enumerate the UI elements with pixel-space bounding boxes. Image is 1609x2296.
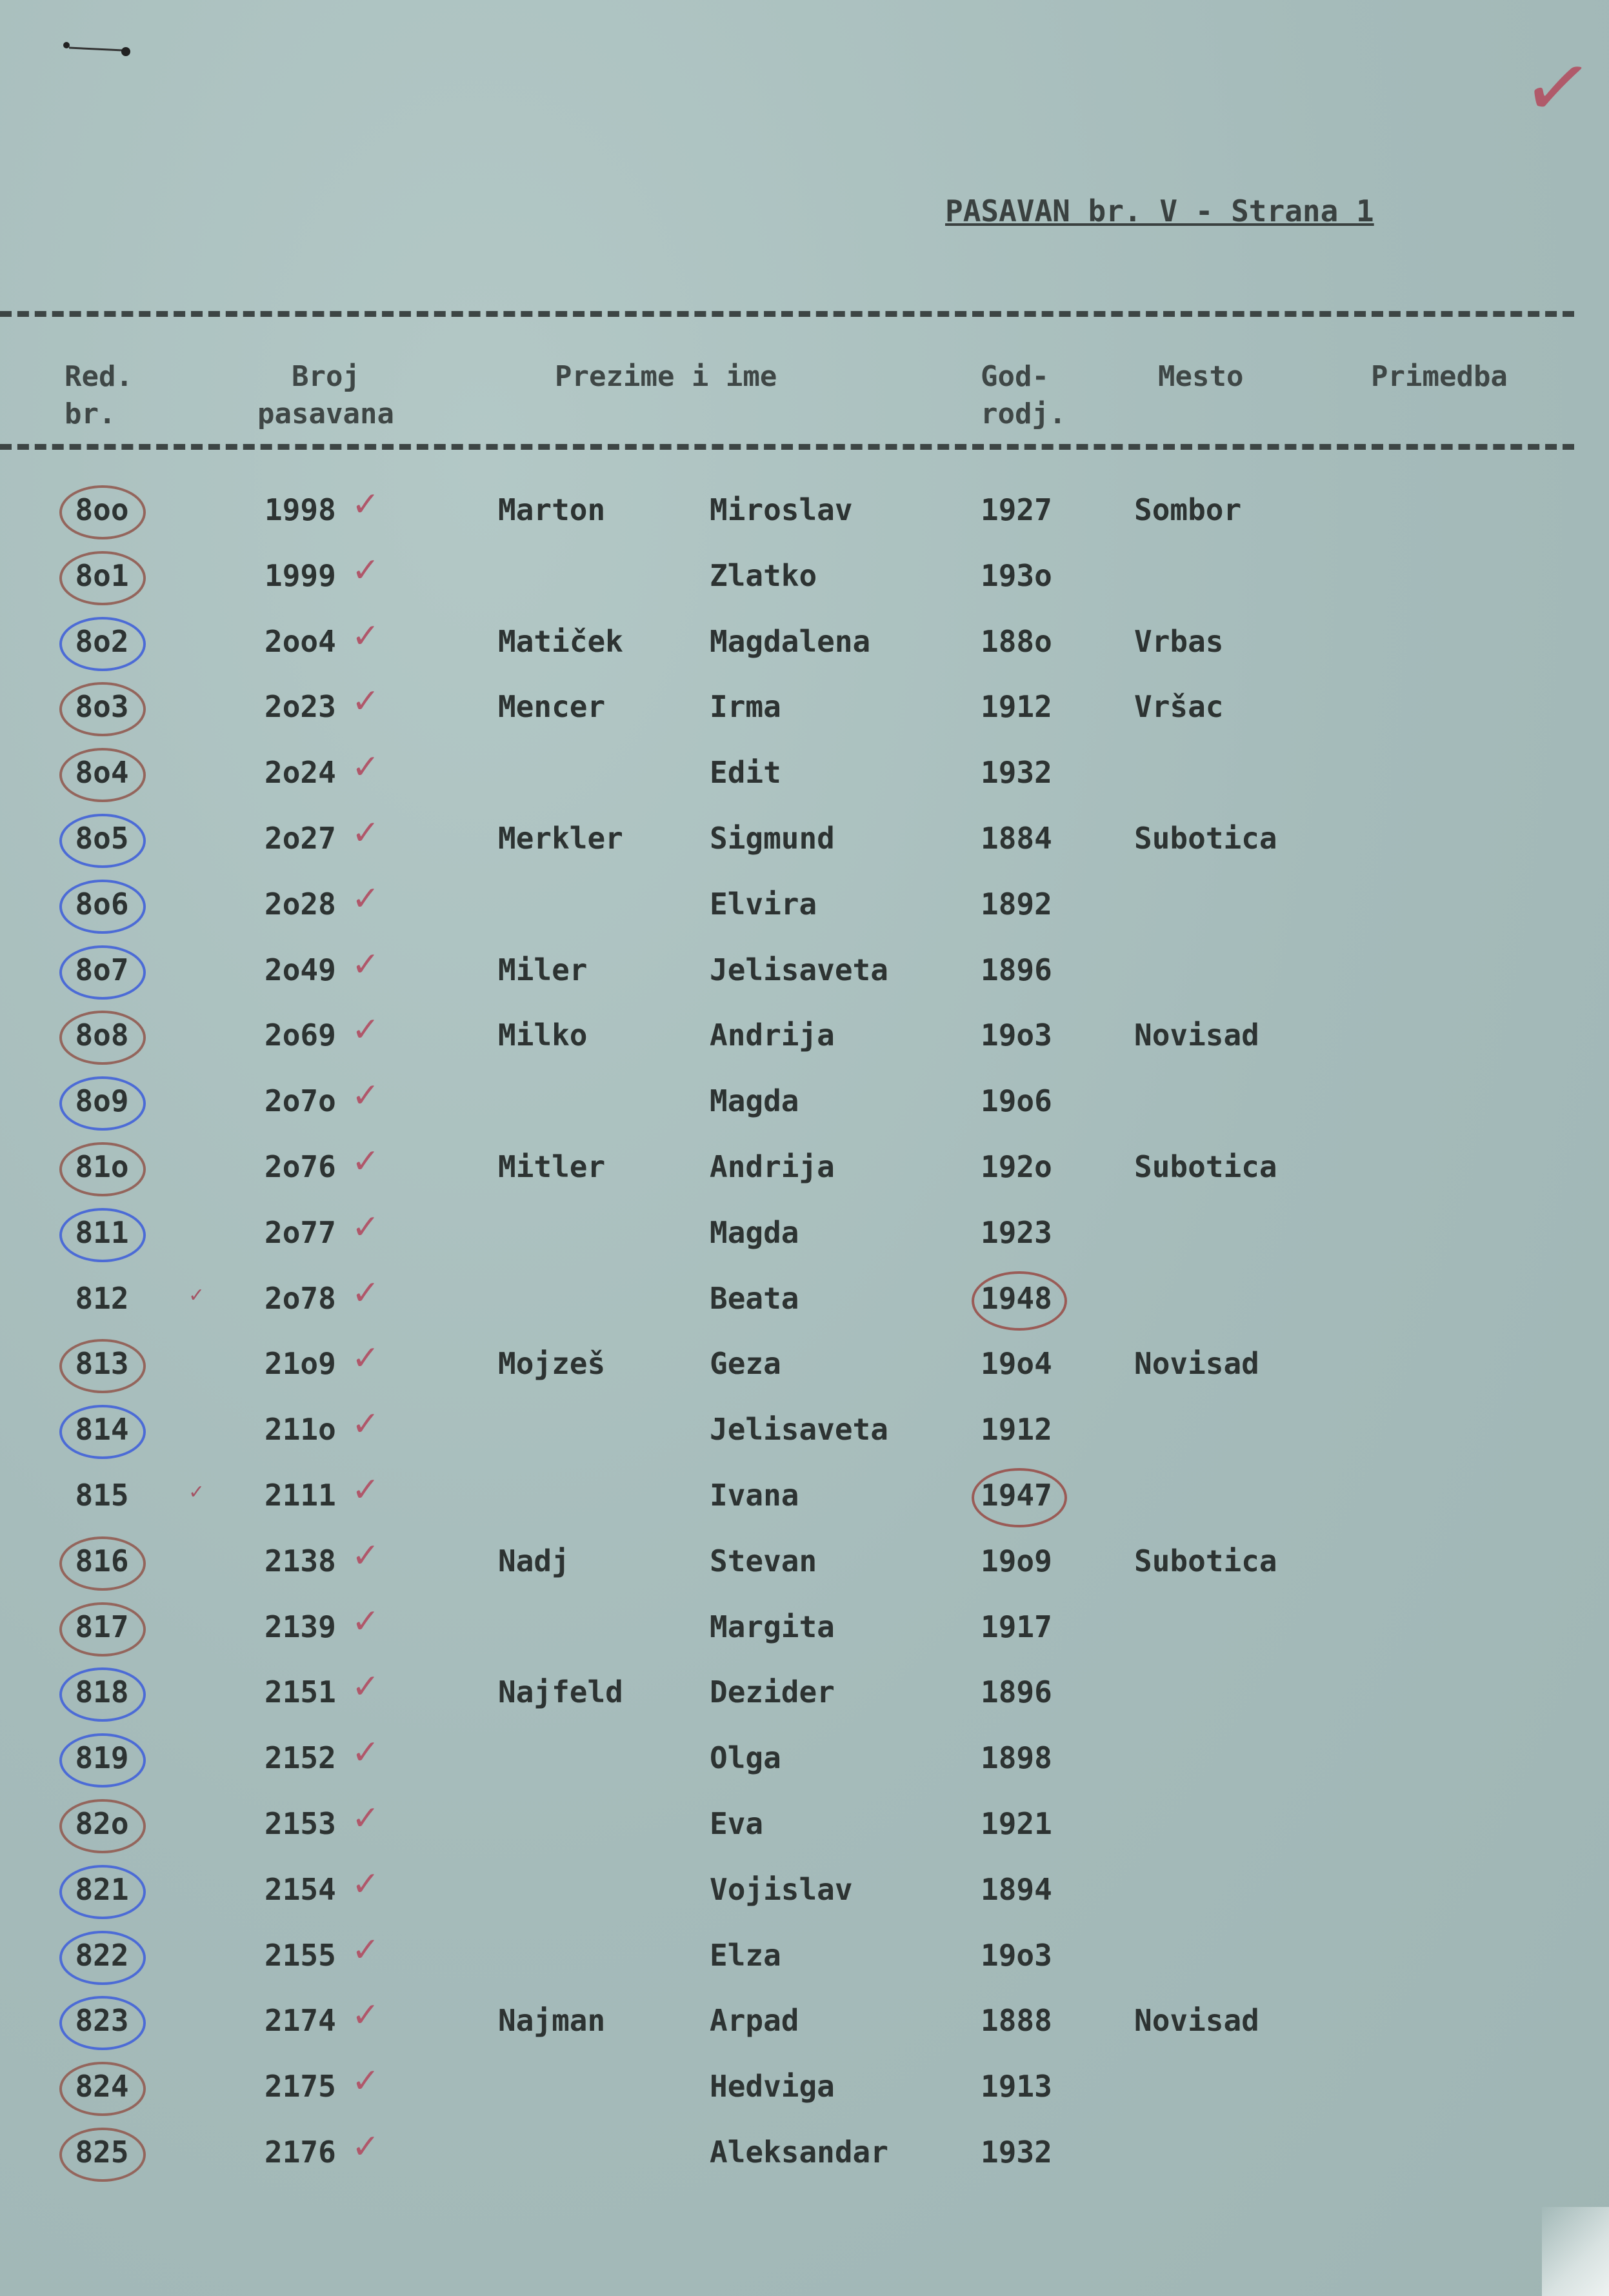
cell-ime: Miroslav (710, 492, 853, 527)
cell-red-br: 8oo (75, 492, 129, 527)
cell-mesto: Subotica (1134, 821, 1277, 856)
cell-ime: Arpad (710, 2003, 799, 2038)
cell-broj: 2o49 (265, 952, 336, 987)
cell-red-br: 812 (75, 1281, 129, 1316)
cell-god-rodj: 1948 (981, 1281, 1052, 1316)
cell-red-br: 8o5 (75, 821, 129, 856)
cell-prezime: Merkler (498, 821, 623, 856)
cell-mesto: Subotica (1134, 1544, 1277, 1578)
cell-broj: 2o78 (265, 1281, 336, 1316)
cell-broj: 2o76 (265, 1149, 336, 1184)
cell-ime: Vojislav (710, 1872, 853, 1907)
table-row (0, 478, 1609, 543)
header-broj: Broj pasavana (257, 360, 394, 430)
cell-god-rodj: 193o (981, 558, 1052, 593)
cell-red-br: 815 (75, 1478, 129, 1513)
header-mesto: Mesto (1158, 360, 1244, 393)
cell-ime: Jelisaveta (710, 952, 888, 987)
cell-broj: 2oo4 (265, 624, 336, 659)
cell-red-br: 814 (75, 1412, 129, 1447)
cell-mesto: Subotica (1134, 1149, 1277, 1184)
cell-god-rodj: 1896 (981, 1675, 1052, 1709)
cell-mesto: Vršac (1134, 689, 1224, 724)
cell-mesto: Vrbas (1134, 624, 1224, 659)
cell-prezime: Najfeld (498, 1675, 623, 1709)
cell-broj: 2o24 (265, 755, 336, 790)
table-row (0, 674, 1609, 740)
cell-red-br: 822 (75, 1938, 129, 1973)
cell-broj: 2o7o (265, 1083, 336, 1118)
cell-prezime: Marton (498, 492, 606, 527)
cell-red-br: 811 (75, 1215, 129, 1250)
cell-red-br: 81o (75, 1149, 129, 1184)
table-row (0, 1069, 1609, 1134)
cell-ime: Elza (710, 1938, 781, 1973)
cell-red-br: 813 (75, 1346, 129, 1381)
checkmark-icon: ✓ (352, 1799, 380, 1838)
cell-god-rodj: 1888 (981, 2003, 1052, 2038)
cell-god-rodj: 1927 (981, 492, 1052, 527)
cell-ime: Sigmund (710, 821, 835, 856)
cell-ime: Jelisaveta (710, 1412, 888, 1447)
checkmark-icon: ✓ (352, 682, 380, 721)
cell-god-rodj: 19o9 (981, 1544, 1052, 1578)
cell-god-rodj: 1921 (981, 1806, 1052, 1841)
cell-red-br: 8o6 (75, 887, 129, 921)
cell-broj: 2139 (265, 1609, 336, 1644)
header-rule-top (0, 311, 1574, 317)
cell-red-br: 818 (75, 1675, 129, 1709)
checkmark-icon: ✓ (352, 880, 380, 918)
checkmark-icon: ✓ (352, 1996, 380, 2035)
checkmark-icon: ✓ (352, 2062, 380, 2100)
table-row (0, 1923, 1609, 1989)
cell-broj: 2151 (265, 1675, 336, 1709)
cell-red-br: 819 (75, 1740, 129, 1775)
cell-red-br: 816 (75, 1544, 129, 1578)
cell-prezime: Milko (498, 1018, 588, 1052)
cell-prezime: Najman (498, 2003, 606, 2038)
cell-broj: 2152 (265, 1740, 336, 1775)
cell-broj: 2174 (265, 2003, 336, 2038)
checkmark-icon: ✓ (352, 1076, 380, 1115)
cell-red-br: 817 (75, 1609, 129, 1644)
checkmark-icon: ✓ (352, 1208, 380, 1247)
cell-prezime: Nadj (498, 1544, 570, 1578)
cell-ime: Olga (710, 1740, 781, 1775)
checkmark-icon: ✓ (352, 1667, 380, 1706)
table-row (0, 2054, 1609, 2120)
checkmark-icon: ✓ (352, 1339, 380, 1378)
small-check-icon: ✓ (188, 1481, 205, 1504)
cell-ime: Magda (710, 1215, 799, 1250)
cell-red-br: 8o9 (75, 1083, 129, 1118)
cell-god-rodj: 188o (981, 624, 1052, 659)
cell-broj: 2o77 (265, 1215, 336, 1250)
header-prezime-ime: Prezime i ime (555, 360, 777, 393)
cell-ime: Eva (710, 1806, 764, 1841)
checkmark-icon: ✓ (352, 1274, 380, 1313)
cell-god-rodj: 1884 (981, 821, 1052, 856)
cell-god-rodj: 1894 (981, 1872, 1052, 1907)
checkmark-icon: ✓ (352, 1011, 380, 1049)
table-row (0, 938, 1609, 1003)
cell-broj: 211o (265, 1412, 336, 1447)
cell-broj: 2138 (265, 1544, 336, 1578)
cell-god-rodj: 1923 (981, 1215, 1052, 1250)
cell-broj: 2154 (265, 1872, 336, 1907)
table-row (0, 1463, 1609, 1529)
cell-broj: 2o23 (265, 689, 336, 724)
cell-god-rodj: 1898 (981, 1740, 1052, 1775)
cell-red-br: 8o2 (75, 624, 129, 659)
checkmark-icon: ✓ (352, 2128, 380, 2166)
cell-broj: 2o28 (265, 887, 336, 921)
checkmark-icon: ✓ (352, 1142, 380, 1181)
small-check-icon: ✓ (188, 1284, 205, 1307)
cell-red-br: 8o8 (75, 1018, 129, 1052)
table-row (0, 609, 1609, 675)
table-row (0, 1595, 1609, 1660)
checkmark-icon: ✓ (352, 1471, 380, 1509)
cell-broj: 2175 (265, 2069, 336, 2104)
cell-prezime: Mitler (498, 1149, 606, 1184)
cell-god-rodj: 19o6 (981, 1083, 1052, 1118)
cell-ime: Edit (710, 755, 781, 790)
table-row (0, 1331, 1609, 1397)
cell-broj: 21o9 (265, 1346, 336, 1381)
cell-god-rodj: 1932 (981, 755, 1052, 790)
checkmark-icon: ✓ (352, 1536, 380, 1575)
cell-god-rodj: 1892 (981, 887, 1052, 921)
cell-god-rodj: 1912 (981, 1412, 1052, 1447)
cell-god-rodj: 1896 (981, 952, 1052, 987)
cell-god-rodj: 192o (981, 1149, 1052, 1184)
checkmark-icon: ✓ (1515, 34, 1599, 141)
checkmark-icon: ✓ (352, 1733, 380, 1772)
table-row (0, 543, 1609, 609)
table-row (0, 1266, 1609, 1332)
cell-ime: Andrija (710, 1149, 835, 1184)
header-primedba: Primedba (1371, 360, 1508, 393)
page-corner-fold (1542, 2207, 1609, 2296)
cell-mesto: Novisad (1134, 1018, 1259, 1052)
header-god-rodj: God- rodj. (981, 360, 1066, 430)
checkmark-icon: ✓ (352, 1931, 380, 1969)
cell-red-br: 825 (75, 2135, 129, 2170)
cell-red-br: 8o4 (75, 755, 129, 790)
cell-broj: 2155 (265, 1938, 336, 1973)
page-title: PASAVAN br. V - Strana 1 (945, 194, 1374, 228)
cell-ime: Elvira (710, 887, 817, 921)
cell-prezime: Miler (498, 952, 588, 987)
cell-ime: Beata (710, 1281, 799, 1316)
header-red-br: Red. br. (65, 360, 133, 430)
cell-ime: Ivana (710, 1478, 799, 1513)
cell-ime: Magdalena (710, 624, 871, 659)
cell-ime: Margita (710, 1609, 835, 1644)
table-row (0, 1134, 1609, 1200)
table-row (0, 1726, 1609, 1791)
cell-god-rodj: 1912 (981, 689, 1052, 724)
cell-red-br: 824 (75, 2069, 129, 2104)
cell-mesto: Novisad (1134, 2003, 1259, 2038)
checkmark-icon: ✓ (352, 814, 380, 852)
cell-broj: 1999 (265, 558, 336, 593)
corner-mark (61, 39, 132, 58)
cell-ime: Aleksandar (710, 2135, 888, 2170)
checkmark-icon: ✓ (352, 748, 380, 787)
checkmark-icon: ✓ (352, 1865, 380, 1904)
table-row (0, 1003, 1609, 1069)
checkmark-icon: ✓ (352, 945, 380, 984)
cell-prezime: Mojzeš (498, 1346, 606, 1381)
cell-red-br: 8o1 (75, 558, 129, 593)
cell-red-br: 821 (75, 1872, 129, 1907)
cell-god-rodj: 1913 (981, 2069, 1052, 2104)
table-row (0, 2120, 1609, 2186)
cell-ime: Andrija (710, 1018, 835, 1052)
checkmark-icon: ✓ (352, 617, 380, 656)
cell-ime: Hedviga (710, 2069, 835, 2104)
cell-ime: Zlatko (710, 558, 817, 593)
table-row (0, 872, 1609, 938)
table-row (0, 740, 1609, 806)
table-row (0, 1660, 1609, 1726)
table-row (0, 1397, 1609, 1463)
cell-mesto: Novisad (1134, 1346, 1259, 1381)
cell-broj: 1998 (265, 492, 336, 527)
checkmark-icon: ✓ (352, 1602, 380, 1641)
cell-ime: Geza (710, 1346, 781, 1381)
cell-ime: Irma (710, 689, 781, 724)
checkmark-icon: ✓ (352, 1405, 380, 1444)
cell-ime: Stevan (710, 1544, 817, 1578)
cell-god-rodj: 1947 (981, 1478, 1052, 1513)
checkmark-icon: ✓ (352, 551, 380, 590)
cell-god-rodj: 1932 (981, 2135, 1052, 2170)
cell-broj: 2176 (265, 2135, 336, 2170)
cell-broj: 2o69 (265, 1018, 336, 1052)
header-rule-bottom (0, 444, 1574, 450)
table-row (0, 806, 1609, 872)
cell-god-rodj: 19o3 (981, 1938, 1052, 1973)
cell-broj: 2111 (265, 1478, 336, 1513)
checkmark-icon: ✓ (352, 485, 380, 524)
table-row (0, 1200, 1609, 1266)
cell-mesto: Sombor (1134, 492, 1242, 527)
cell-red-br: 823 (75, 2003, 129, 2038)
cell-red-br: 8o3 (75, 689, 129, 724)
table-row (0, 1988, 1609, 2054)
cell-god-rodj: 19o3 (981, 1018, 1052, 1052)
cell-broj: 2153 (265, 1806, 336, 1841)
cell-prezime: Mencer (498, 689, 606, 724)
table-row (0, 1857, 1609, 1923)
table-row (0, 1791, 1609, 1857)
cell-ime: Dezider (710, 1675, 835, 1709)
table-row (0, 1529, 1609, 1595)
cell-god-rodj: 19o4 (981, 1346, 1052, 1381)
cell-prezime: Matiček (498, 624, 623, 659)
cell-god-rodj: 1917 (981, 1609, 1052, 1644)
cell-ime: Magda (710, 1083, 799, 1118)
cell-red-br: 8o7 (75, 952, 129, 987)
cell-broj: 2o27 (265, 821, 336, 856)
cell-red-br: 82o (75, 1806, 129, 1841)
